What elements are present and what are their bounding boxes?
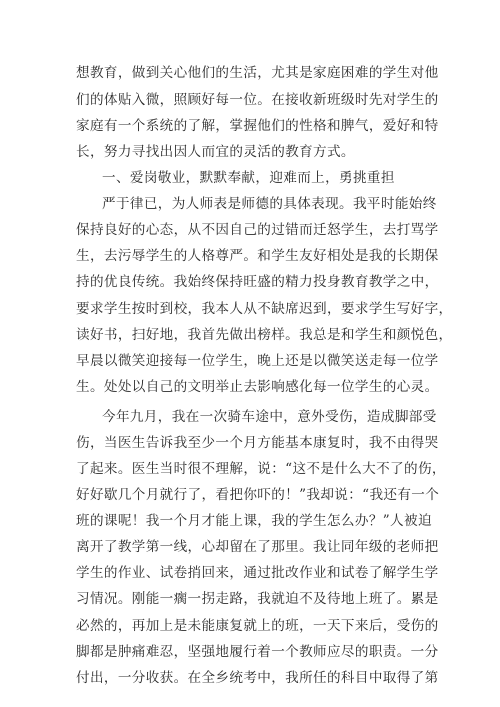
text-line: 家庭有一个系统的了解，掌握他们的性格和脾气，爱好和特 [76,118,439,134]
text-line: 离开了教学第一线，心却留在了那里。我让同年级的老师把 [76,539,439,555]
text-line: 学生的作业、试卷捎回来，通过批改作业和试卷了解学生学 [76,565,439,581]
text-line: 读好书，扫好地，我首先做出榜样。我总是和学生和颜悦色， [76,327,453,343]
section-heading: 一、爱岗敬业，默默奉献，迎难而上，勇挑重担 [102,170,395,186]
text-line: 习情况。刚能一瘸一拐走路，我就迫不及待地上班了。累是 [76,591,439,607]
text-line: 生，去污辱学生的人格尊严。和学生友好相处是我的长期保 [76,248,439,264]
text-line: 们的体贴入微，照顾好每一位。在接收新班级时先对学生的 [76,92,439,108]
text-line: 付出，一分收获。在全乡统考中，我所任的科目中取得了第 [76,670,439,686]
text-line: 生。处处以自己的文明举止去影响感化每一位学生的心灵。 [76,379,439,395]
text-line: 长，努力寻找出因人而宜的灵活的教育方式。 [76,144,355,160]
text-line: 要求学生按时到校，我本人从不缺席迟到，要求学生写好字， [76,301,453,317]
text-line: 想教育，做到关心他们的生活，尤其是家庭困难的学生对他 [76,65,439,81]
text-line: 必然的，再加上是未能康复就上的班，一天下来后，受伤的 [76,618,439,634]
text-line: 班的课呢！我一个月才能上课，我的学生怎么办？”人被迫 [76,513,432,529]
text-line: 伤，当医生告诉我至少一个月方能基本康复时，我不由得哭 [76,435,439,451]
text-line: 好好歇几个月就行了，看把你吓的！”我却说：“我还有一个 [76,487,440,503]
text-line: 脚都是肿痛难忍，坚强地履行着一个教师应尽的职责。一分 [76,644,439,660]
text-line: 了起来。医生当时很不理解，说：“这不是什么大不了的伤， [76,461,446,477]
text-line: 严于律已，为人师表是师德的具体表现。我平时能始终 [102,196,437,212]
text-line: 保持良好的心态，从不因自己的过错而迁怒学生，去打骂学 [76,222,439,238]
text-line: 持的优良传统。我始终保持旺盛的精力投身教育教学之中， [76,274,439,290]
text-line: 今年九月，我在一次骑车途中，意外受伤，造成脚部受 [102,409,437,425]
text-line: 早晨以微笑迎接每一位学生，晚上还是以微笑送走每一位学 [76,353,439,369]
